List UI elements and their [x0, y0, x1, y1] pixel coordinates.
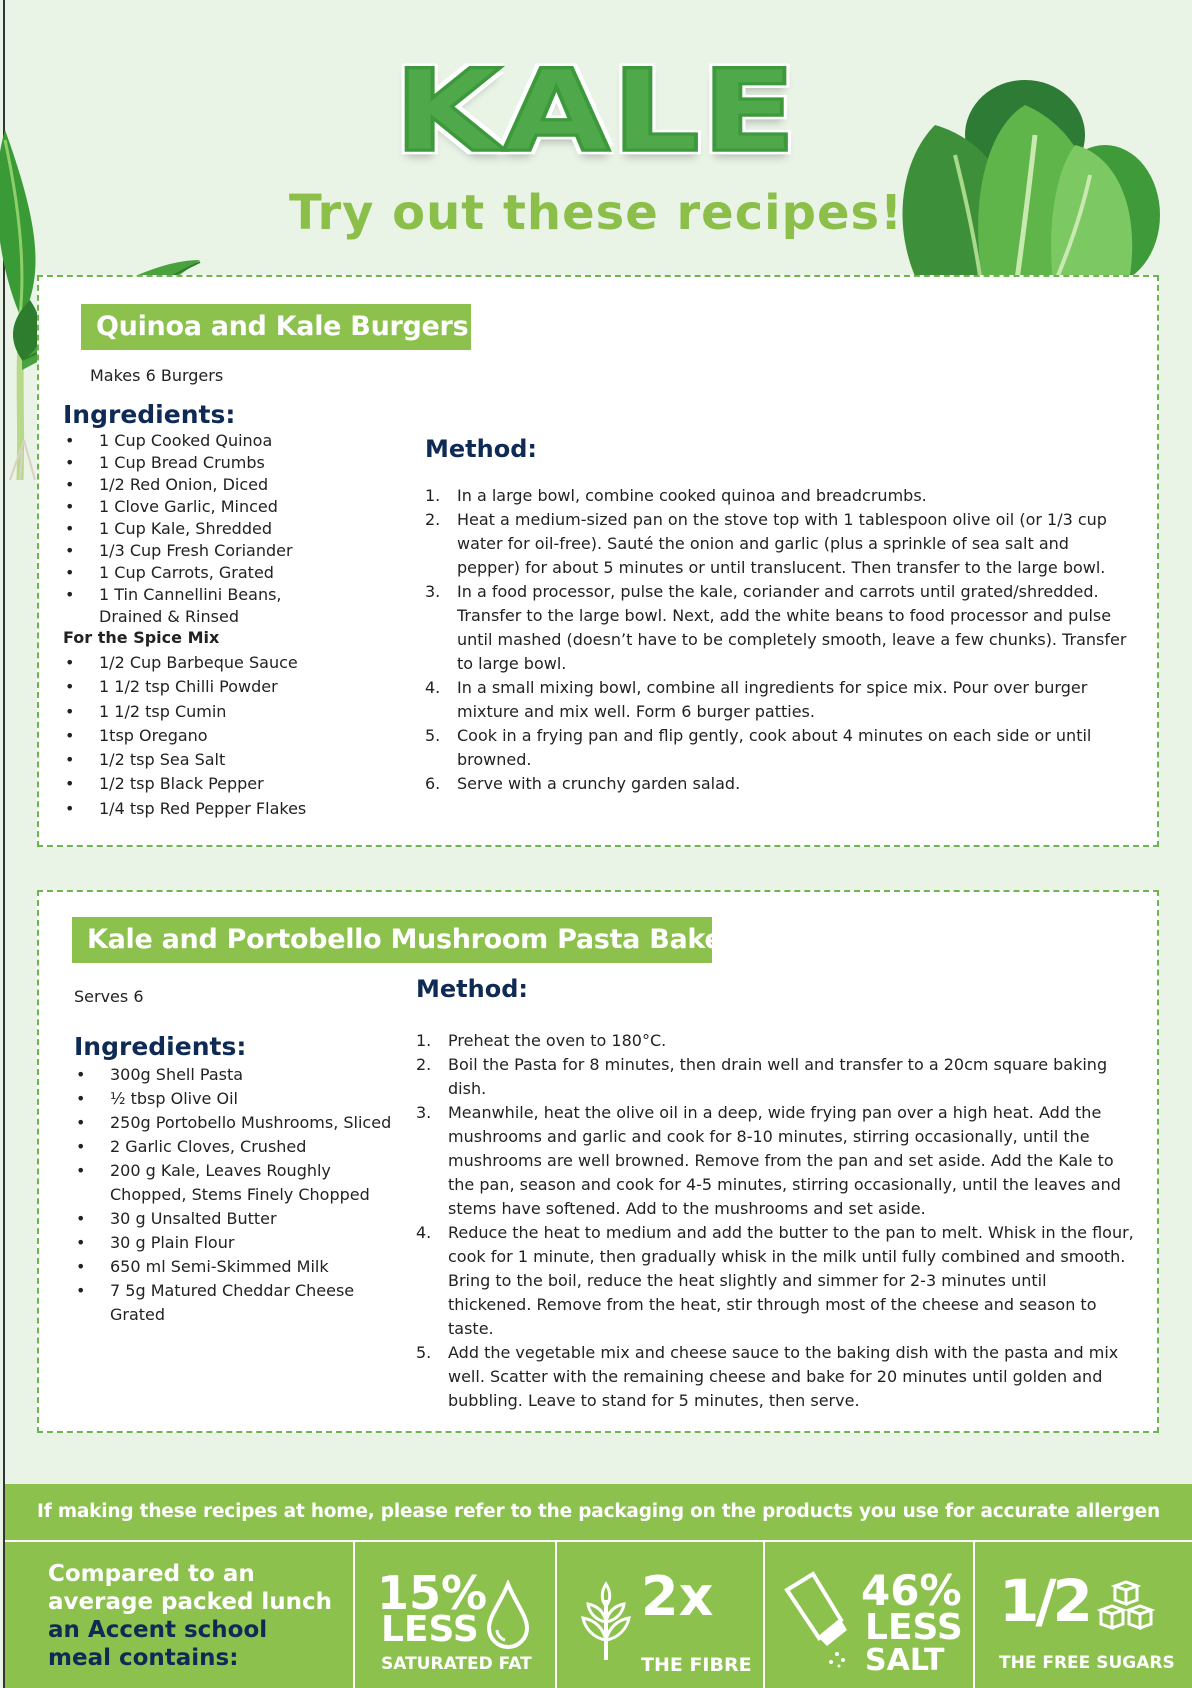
list-item: • 650 ml Semi-Skimmed Milk: [74, 1255, 404, 1279]
method-heading: Method:: [425, 435, 537, 463]
list-item: • 2 Garlic Cloves, Crushed: [74, 1135, 404, 1159]
list-item: • 1 Clove Garlic, Minced: [63, 496, 373, 518]
method-step: 6. Serve with a crunchy garden salad.: [425, 774, 741, 793]
list-item: • 30 g Unsalted Butter: [74, 1207, 404, 1231]
ingredients-heading: Ingredients:: [63, 400, 236, 429]
method-step: 4. In a small mixing bowl, combine all ingredients for spice mix. Pour over burger mixture and mix well. Form 6 burger patties.: [425, 678, 1088, 721]
list-item: • 1/4 tsp Red Pepper Flakes: [63, 797, 373, 821]
list-item: • 1/3 Cup Fresh Coriander: [63, 540, 373, 562]
wheat-icon: [575, 1580, 637, 1662]
stat-fibre: 2x THE FIBRE: [557, 1542, 765, 1688]
spice-list: [63, 651, 373, 821]
list-item: • 1 1/2 tsp Cumin: [63, 700, 373, 724]
list-item: • 1/2 tsp Sea Salt: [63, 748, 373, 772]
method-list: [416, 1029, 1134, 1413]
ingredients-list: [63, 430, 373, 628]
method-step: 3. Meanwhile, heat the olive oil in a deep, wide frying pan over a high heat. Add the mushrooms and garlic and cook for 8-10 minutes, stirring occasionally, until the mushrooms are well browned. Remove from the pan and set aside. Add the Kale to the pan, season and cook for 4-5 minutes, stirring occasionally, until the leaves and stems have softened. Add to the mushrooms and set aside.: [416, 1103, 1121, 1218]
list-item: • 1 Cup Bread Crumbs: [63, 452, 373, 474]
method-heading: Method:: [416, 975, 528, 1003]
stat-saturated-fat: 15% LESS SATURATED FAT: [355, 1542, 557, 1688]
list-item: • 250g Portobello Mushrooms, Sliced: [74, 1111, 404, 1135]
list-item: • 1/2 Red Onion, Diced: [63, 474, 373, 496]
water-drop-icon: [485, 1580, 531, 1652]
header: [0, 45, 1192, 193]
nutrition-comparison-bar: [5, 1540, 1192, 1688]
method-step: 2. Heat a medium-sized pan on the stove top with 1 tablespoon olive oil (or 1/3 cup water for oil-free). Sauté the onion and garlic (plus a sprinkle of sea salt and pepper) for about 5 minutes or until translucent. Then transfer to the large bowl.: [425, 510, 1107, 577]
list-item: • 1 Cup Kale, Shredded: [63, 518, 373, 540]
stat-free-sugars: 1/2 THE FREE SUGARS: [999, 1567, 1175, 1673]
method-step: 5. Cook in a frying pan and flip gently, cook about 4 minutes on each side or until browned.: [425, 726, 1092, 769]
method-step: 5. Add the vegetable mix and cheese sauce to the baking dish with the pasta and mix well. Scatter with the remaining cheese and bake for 20 minutes until golden and bubbling. Leave to stand for 5 minutes, then serve.: [416, 1343, 1119, 1410]
recipe-yield: Serves 6: [74, 987, 144, 1006]
page-subtitle: Try out these recipes!: [289, 185, 903, 241]
list-item: • 1 Cup Cooked Quinoa: [63, 430, 373, 452]
method-list: [425, 484, 1135, 796]
method-step: 1. Preheat the oven to 180°C.: [416, 1031, 667, 1050]
list-item: • 1tsp Oregano: [63, 724, 373, 748]
list-item: • 1 1/2 tsp Chilli Powder: [63, 675, 373, 699]
stat-salt: 46% LESS SALT: [765, 1542, 975, 1688]
allergen-note: If making these recipes at home, please refer to the packaging on the products you use for accurate allergen: [5, 1484, 1192, 1540]
ingredients-heading: Ingredients:: [74, 1032, 247, 1061]
list-item: • 1 Tin Cannellini Beans, Drained & Rinsed: [63, 584, 323, 628]
list-item: • 1/2 Cup Barbeque Sauce: [63, 651, 373, 675]
method-step: 3. In a food processor, pulse the kale, coriander and carrots until grated/shredded. Transfer to the large bowl. Next, add the white beans to food processor and pulse until mashed (doesn’t have to be completely smooth, leave a few chunks). Transfer to large bowl.: [425, 582, 1127, 673]
compare-cell: [5, 1542, 355, 1688]
method-step: 4. Reduce the heat to medium and add the butter to the pan to melt. Whisk in the flour, cook for 1 minute, then gradually whisk in the milk until fully combined and smooth. Bring to the boil, reduce the heat slightly and simmer for 2-3 minutes until thickened. Remove from the heat, stir through most of the cheese and season to taste.: [416, 1223, 1134, 1338]
list-item: • 1/2 tsp Black Pepper: [63, 772, 373, 796]
page-title: KALE: [394, 45, 798, 178]
recipe-yield: Makes 6 Burgers: [90, 366, 224, 385]
salt-shaker-icon: [779, 1568, 855, 1668]
compare-text: Compared to an average packed lunch an Accent school meal contains:: [48, 1561, 333, 1671]
list-item: • 200 g Kale, Leaves Roughly Chopped, Stems Finely Chopped: [74, 1159, 374, 1207]
method-step: 1. In a large bowl, combine cooked quinoa and breadcrumbs.: [425, 486, 927, 505]
list-item: • 7 5g Matured Cheddar Cheese Grated: [74, 1279, 364, 1327]
list-item: • 300g Shell Pasta: [74, 1063, 404, 1087]
recipe-title-burgers: Quinoa and Kale Burgers: [82, 305, 470, 349]
ingredients-list: [74, 1063, 404, 1327]
method-step: 2. Boil the Pasta for 8 minutes, then drain well and transfer to a 20cm square baking dish.: [416, 1055, 1108, 1098]
recipe-title-pasta-bake: Kale and Portobello Mushroom Pasta Bake: [73, 918, 711, 962]
spice-mix-heading: For the Spice Mix: [63, 628, 220, 647]
list-item: • 30 g Plain Flour: [74, 1231, 404, 1255]
list-item: • ½ tbsp Olive Oil: [74, 1087, 404, 1111]
list-item: • 1 Cup Carrots, Grated: [63, 562, 373, 584]
sugar-cubes-icon: [1095, 1580, 1157, 1640]
